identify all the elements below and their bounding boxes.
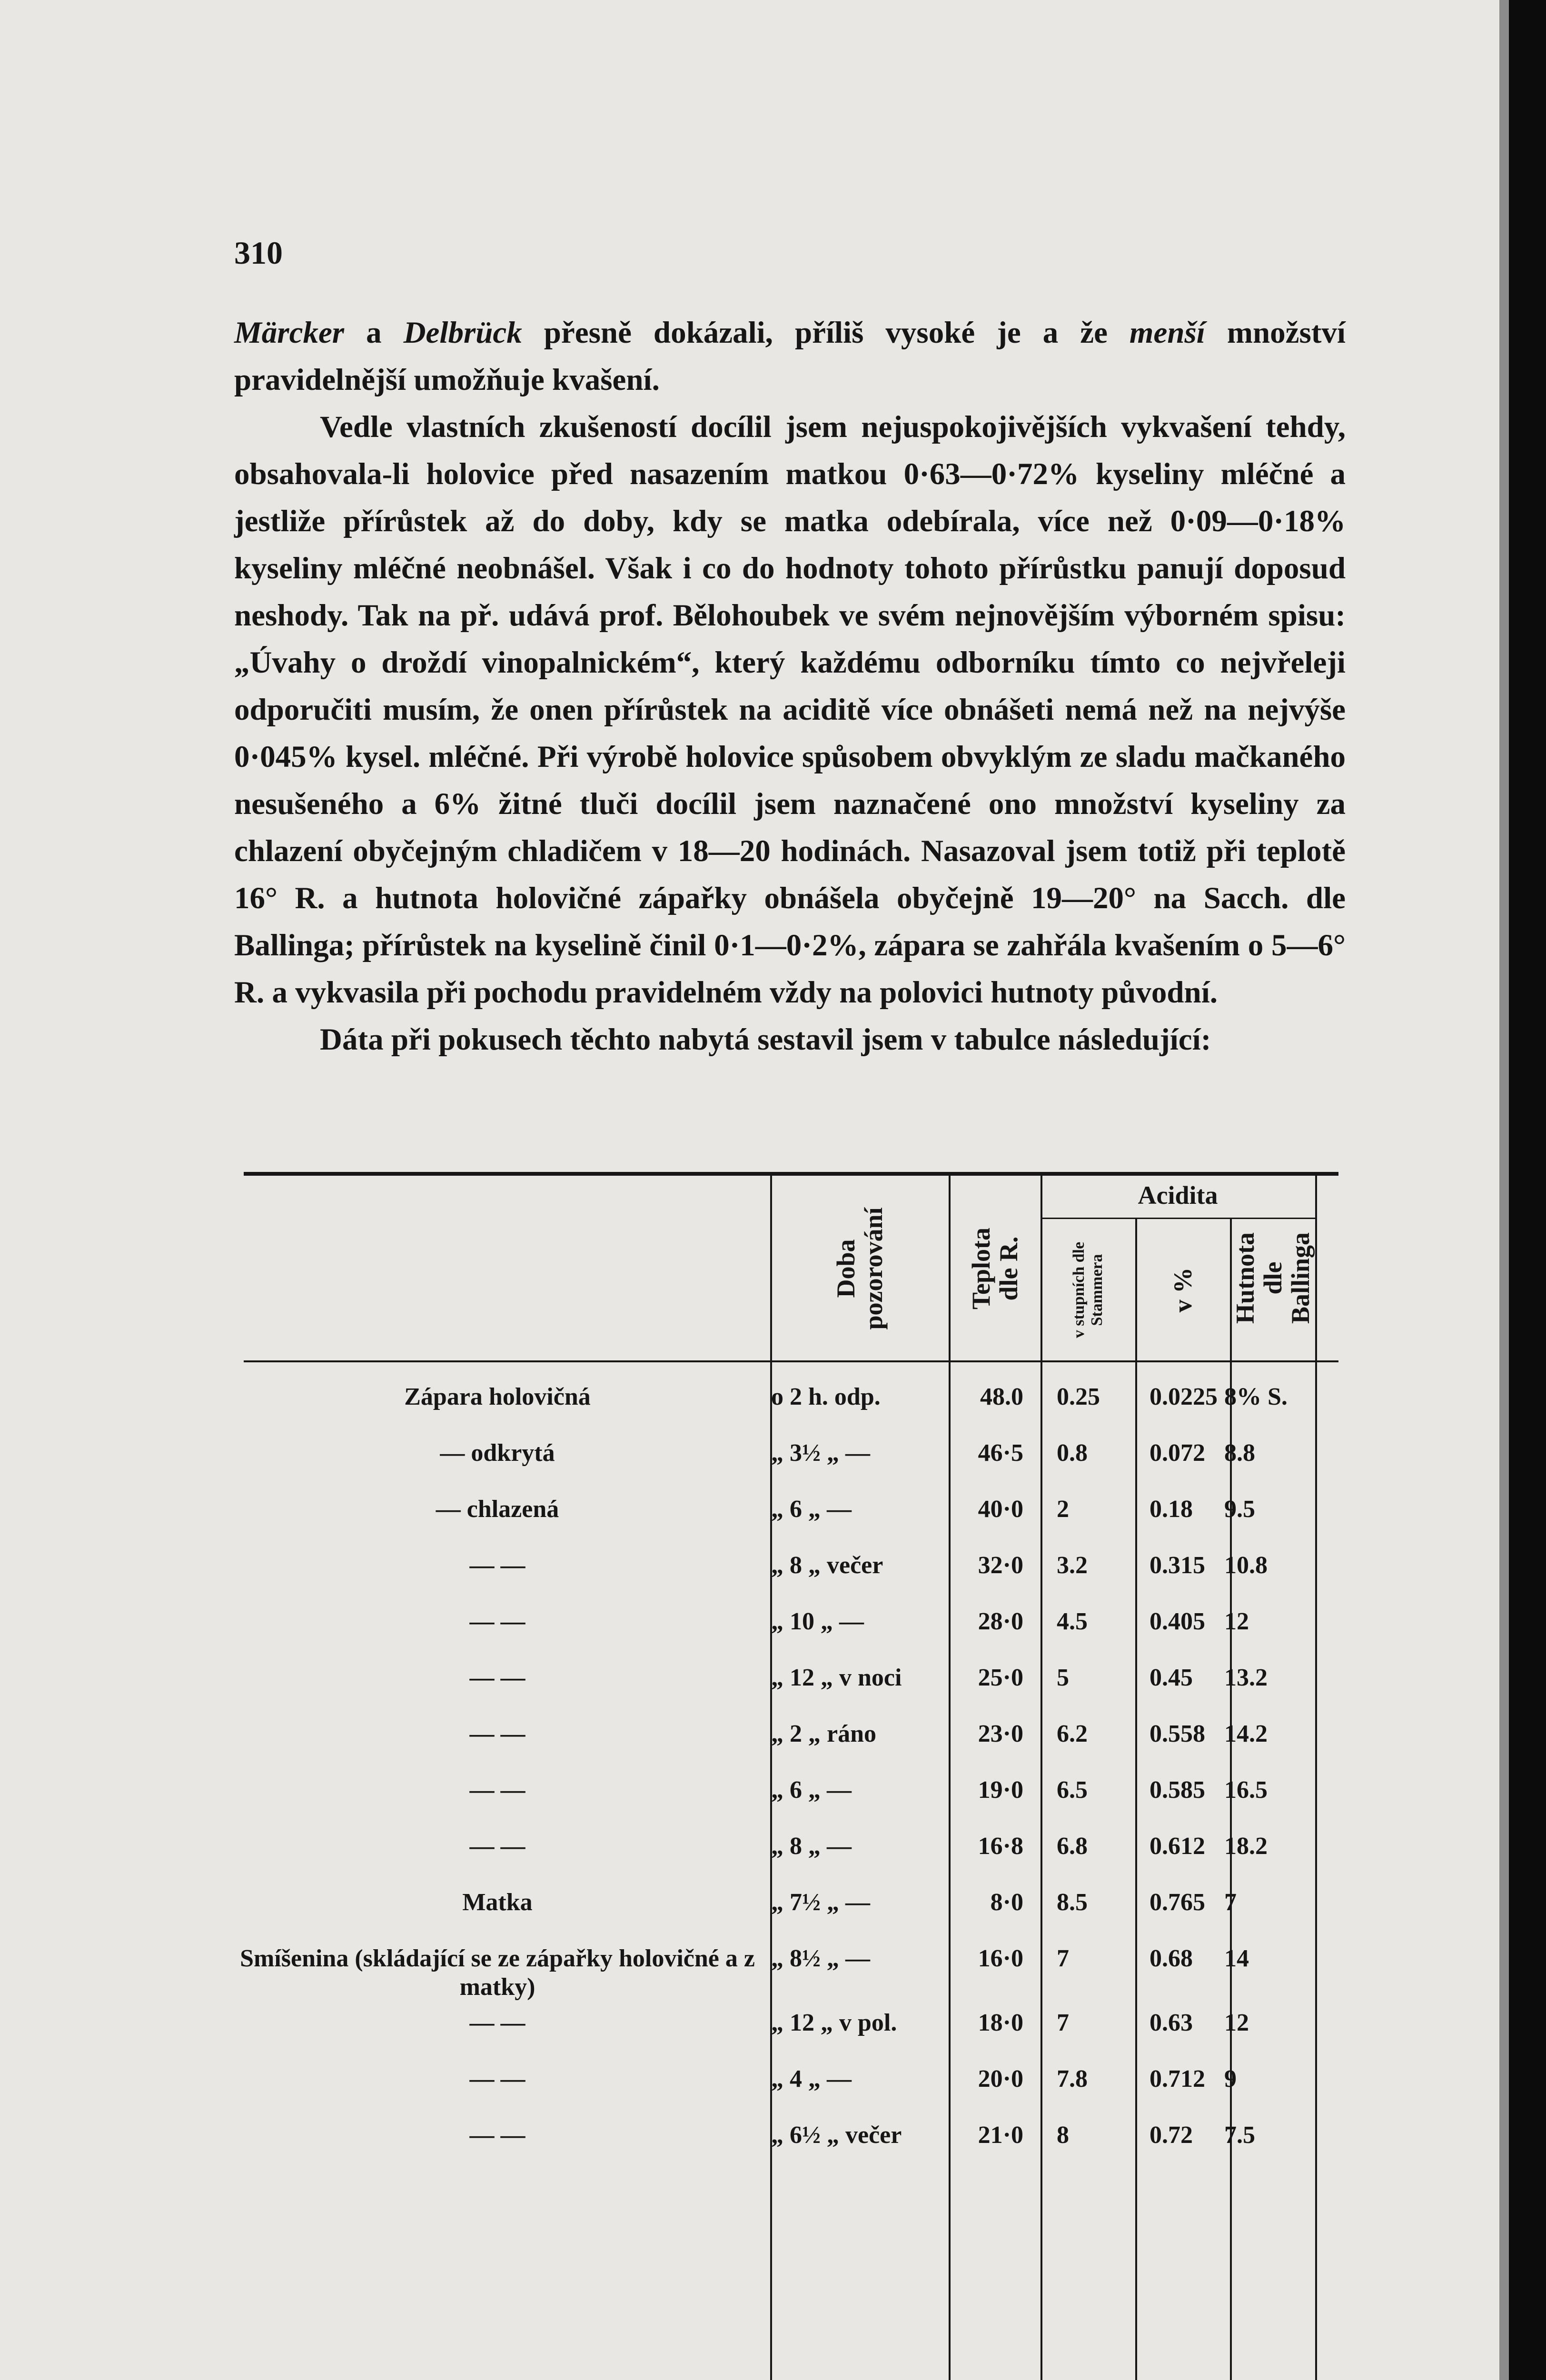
row-acidity-percent: 0.072 [1150,1439,1205,1467]
row-acidity-degrees: 6.5 [1057,1776,1088,1804]
paragraph-3: Dáta při pokusech těchto nabytá sestavil jsem v tabulce následující: [320,1022,1211,1057]
page-edge-dark [1509,0,1546,2380]
row-time: o 2 h. odp. [771,1383,881,1410]
row-balling: 18.2 [1224,1833,1268,1860]
row-balling: 9.5 [1224,1496,1255,1523]
row-acidity-percent: 0.585 [1150,1776,1205,1804]
table-row [238,2065,1342,2112]
table-row [238,1383,1342,1430]
row-temperature: 28·0 [978,1608,1023,1635]
row-time: „ 7½ „ — [771,1889,870,1916]
row-balling: 8.8 [1224,1439,1255,1467]
page-number: 310 [234,235,283,271]
paragraph-1-text-a: přesně dokázali, příliš vysoké je a že [522,316,1130,350]
row-time: „ 12 „ v pol. [771,2009,897,2036]
row-temperature: 20·0 [978,2065,1023,2092]
row-temperature: 46·5 [978,1439,1023,1467]
row-time: „ 10 „ — [771,1608,864,1635]
row-acidity-degrees: 8.5 [1057,1889,1088,1916]
emphasis-mensi: menší [1129,316,1205,350]
row-acidity-degrees: 4.5 [1057,1608,1088,1635]
header-teplota: Teplota dle R. [967,1227,1023,1310]
header-acidita: Acidita [1138,1181,1218,1210]
row-temperature: 40·0 [978,1496,1023,1523]
row-balling: 9 [1224,2065,1237,2092]
row-balling: 12 [1224,1608,1249,1635]
row-label: — chlazená [436,1496,559,1523]
row-acidity-degrees: 7.8 [1057,2065,1088,2092]
row-balling: 14.2 [1224,1720,1268,1747]
row-acidity-degrees: 6.8 [1057,1833,1088,1860]
table-row [238,1439,1342,1487]
row-acidity-degrees: 2 [1057,1496,1069,1523]
table-row [238,1776,1342,1824]
row-balling: 12 [1224,2009,1249,2036]
row-label: — — [469,1720,525,1747]
table-row [238,1888,1342,1936]
table-top-rule [244,1172,1338,1176]
row-acidity-percent: 0.68 [1150,1945,1193,1972]
row-label: — odkrytá [440,1439,555,1467]
row-time: „ 6 „ — [771,1496,852,1523]
row-balling: 10.8 [1224,1552,1268,1579]
header-doba: Doba pozorování [832,1207,888,1330]
row-acidity-percent: 0.0225 [1150,1383,1218,1410]
row-temperature: 48.0 [980,1383,1023,1410]
row-temperature: 19·0 [978,1776,1023,1804]
row-label: — — [469,1552,525,1579]
row-temperature: 23·0 [978,1720,1023,1747]
row-acidity-degrees: 3.2 [1057,1552,1088,1579]
row-time: „ 8½ „ — [771,1945,870,1972]
row-label: — — [469,1833,525,1860]
row-time: „ 8 „ večer [771,1552,883,1579]
row-acidity-degrees: 6.2 [1057,1720,1088,1747]
row-temperature: 16·8 [978,1833,1023,1860]
row-temperature: 16·0 [978,1945,1023,1972]
row-acidity-percent: 0.18 [1150,1496,1193,1523]
row-acidity-percent: 0.315 [1150,1552,1205,1579]
row-acidity-percent: 0.558 [1150,1720,1205,1747]
page-edge-shadow [1499,0,1509,2380]
row-label: — — [469,1608,525,1635]
row-label: — — [469,2009,525,2036]
row-label: — — [469,2122,525,2149]
row-balling: 7.5 [1224,2122,1255,2149]
paragraph-1 [234,309,1346,404]
table-row [238,1551,1342,1599]
row-label: — — [469,1776,525,1804]
row-acidity-degrees: 0.8 [1057,1439,1088,1467]
row-temperature: 25·0 [978,1664,1023,1691]
row-label: Smíšenina (skládající se ze zápařky holovičné a z matky) [240,1945,755,2001]
author-marcker: Märcker [234,316,345,350]
table-row [238,1495,1342,1543]
row-time: „ 4 „ — [771,2065,852,2092]
row-balling: 16.5 [1224,1776,1268,1804]
table-row [238,2009,1342,2056]
row-acidity-degrees: 7 [1057,2009,1069,2036]
row-label: Matka [462,1889,533,1916]
table-row [238,1832,1342,1880]
row-acidity-percent: 0.765 [1150,1889,1205,1916]
table-row [238,1664,1342,1711]
row-balling: 7 [1224,1889,1237,1916]
table-row [238,1607,1342,1655]
row-time: „ 2 „ ráno [771,1720,876,1747]
row-temperature: 21·0 [978,2122,1023,2149]
row-balling: 13.2 [1224,1664,1268,1691]
table-row [238,1944,1342,2001]
paragraph-1-text-b: množství pravidelnější umožňuje kvašení. [234,316,1346,397]
row-acidity-percent: 0.405 [1150,1608,1205,1635]
table-row [238,2121,1342,2169]
row-acidity-percent: 0.45 [1150,1664,1193,1691]
row-time: „ 12 „ v noci [771,1664,902,1691]
row-temperature: 18·0 [978,2009,1023,2036]
row-acidity-degrees: 7 [1057,1945,1069,1972]
row-label: — — [469,2065,525,2092]
header-procenta: v % [1169,1267,1197,1313]
row-balling: 8% S. [1224,1383,1288,1410]
header-hutnota: Hutnota dle Ballinga [1231,1232,1315,1324]
row-label: — — [469,1664,525,1691]
header-stupne: v stupních dle Stammera [1070,1241,1106,1339]
row-balling: 14 [1224,1945,1249,1972]
row-acidity-percent: 0.712 [1150,2065,1205,2092]
row-acidity-percent: 0.63 [1150,2009,1193,2036]
row-acidity-degrees: 8 [1057,2122,1069,2149]
author-joiner: a [344,316,404,350]
row-time: „ 8 „ — [771,1833,852,1860]
body-text [234,309,1346,1063]
row-time: „ 3½ „ — [771,1439,870,1467]
row-acidity-percent: 0.612 [1150,1833,1205,1860]
row-acidity-degrees: 0.25 [1057,1383,1100,1410]
row-label: Zápara holovičná [404,1383,591,1410]
table-row [238,1720,1342,1767]
author-delbruck: Delbrück [403,316,522,350]
paragraph-2: Vedle vlastních zkušeností docílil jsem nejuspokojivějších vykvašení tehdy, obsahovala-li holovice před nasazením matkou 0·63—0·72% kyseliny mléčné a jestliže přírůstek až do doby, kdy se matka odebírala, více než 0·09—0·18% kyseliny mléčné neobnášel. Však i co do hodnoty tohoto přírůstku panují doposud neshody. Tak na př. udává prof. Bělohoubek ve svém nejnovějším výborném spisu: „Úvahy o droždí vinopalnickém“, který každému odborníku tímto co nejvřeleji odporučiti musím, že onen přírůstek na aciditě více obnášeti nemá než na nejvýše 0·045% kysel. mléčné. Při výrobě holovice spůsobem obvyklým ze sladu mačkaného nesušeného a 6% žitné tluči docílil jsem naznačené ono množství kyseliny za chlazení obyčejným chladičem v 18—20 hodinách. Nasazoval jsem totiž při teplotě 16° R. a hutnota holovičné zápařky obnášela obyčejně 19—20° na Sacch. dle Ballinga; přírůstek na kyselině činil 0·1—0·2%, zápara se zahřála kvašením o 5—6° R. a vykvasila při pochodu pravidelném vždy na polovici hutnoty původní. [234,410,1346,1010]
row-time: „ 6 „ — [771,1776,852,1804]
row-temperature: 8·0 [990,1889,1023,1916]
row-acidity-percent: 0.72 [1150,2122,1193,2149]
row-time: „ 6½ „ večer [771,2122,902,2149]
row-acidity-degrees: 5 [1057,1664,1069,1691]
row-temperature: 32·0 [978,1552,1023,1579]
